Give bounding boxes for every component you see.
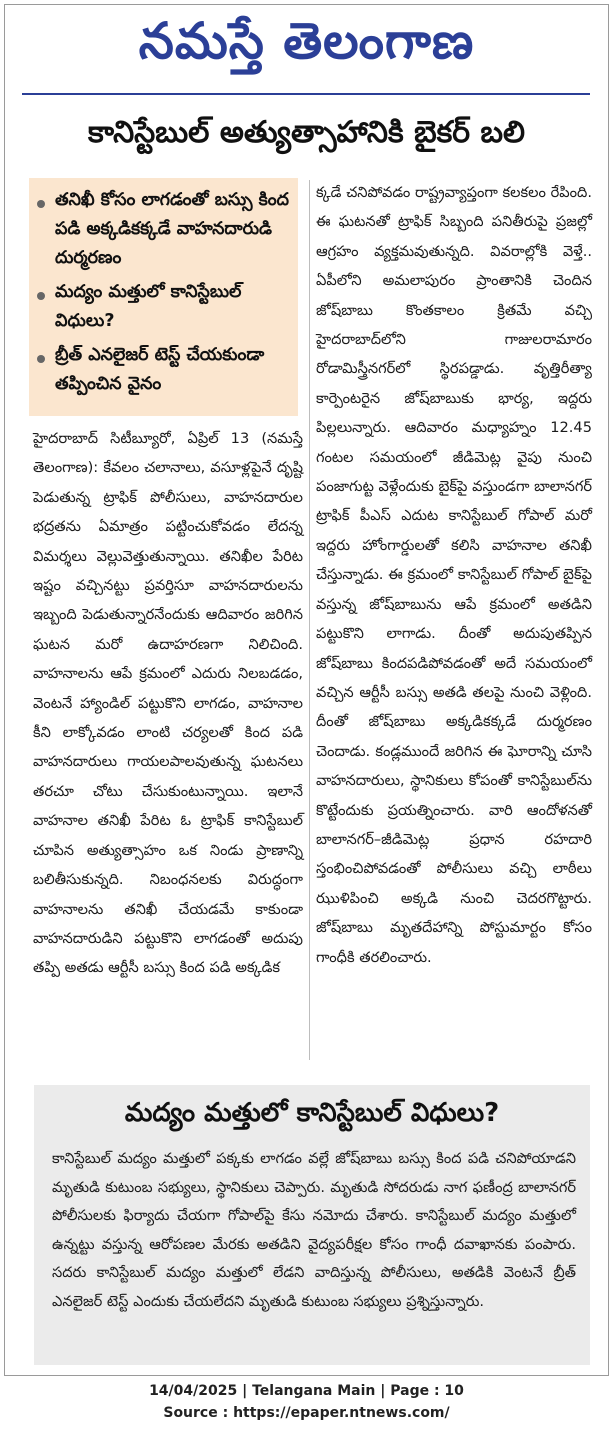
sidebar-box <box>34 1085 590 1365</box>
article-column-right <box>316 178 592 972</box>
masthead <box>0 4 613 90</box>
bullet-icon <box>37 200 45 208</box>
sidebar-body: కానిస్టేబుల్ మద్యం మత్తులో పక్కకు లాగడం వల్లే జోష్‌బాబు బస్సు కింద పడి చనిపోయాడని మృతుడి కుటుంబ సభ్యులు, స్థానికులు చెప్పారు. మృతుడి సోదరుడు నాగ ఫణీంద్ర బాలానగర్ పోలీసులకు ఫిర్యాదు చేయగా గోపాల్‌పై కేసు నమోదు చేశారు. కానిస్టేబుల్ మద్యం మత్తులో ఉన్నట్టు వస్తున్న ఆరోపణల మేరకు అతడిని వైద్యపరీక్షల కోసం గాంధీ దవాఖానకు పంపారు. సదరు కానిస్టేబుల్ మద్యం మత్తులో లేడని వాదిస్తున్న పోలీసులు, అతడికి వెంటనే బ్రీత్ ఎనలైజర్ టెస్ట్ ఎందుకు చేయలేదని మృతుడి కుటుంబ సభ్యులు ప్రశ్నిస్తున్నారు. <box>52 1150 576 1310</box>
article-body-right: క్కడే చనిపోవడం రాష్ట్రవ్యాప్తంగా కలకలం రేపింది. ఈ ఘటనతో ట్రాఫిక్ సిబ్బంది పనితీరుపై ప్రజల్లో ఆగ్రహం వ్యక్తమవుతున్నది. వివరాల్లోకి వెళ్తే.. ఏపీలోని అమలాపురం ప్రాంతానికి చెందిన జోష్‌బాబు కొంతకాలం క్రితమే వచ్చి హైదరాబాద్‌లోని గాజులరామారం రోడామిస్త్రీనగర్‌లో స్థిరపడ్డాడు. వృత్తిరీత్యా కార్పెంటరైన జోష్‌బాబుకు భార్య, ఇద్దరు పిల్లలున్నారు. ఆదివారం మధ్యాహ్నం 12.45 గంటల సమయంలో జీడిమెట్ల వైపు నుంచి పంజాగుట్ట వెళ్లేందుకు బైక్‌పై వస్తుండగా బాలానగర్ ట్రాఫిక్ పీఎస్ ఎదుట కానిస్టేబుల్ గోపాల్ మరో ఇద్దరు హోంగార్డులతో కలిసి వాహనాల తనిఖీ చేస్తున్నాడు. ఈ క్రమంలో కానిస్టేబుల్ గోపాల్ బైక్‌పై వస్తున్న జోష్‌బాబును ఆపే క్రమంలో అతడిని పట్టుకొని లాగాడు. దీంతో అదుపుతప్పిన జోష్‌బాబు కిందపడిపోవడంతో అదే సమయంలో వచ్చిన ఆర్టీసీ బస్సు అతడి తలపై నుంచి వెళ్లింది. దీంతో జోష్‌బాబు అక్కడికక్కడే దుర్మరణం చెందాడు. కండ్లముందే జరిగిన ఈ ఘోరాన్ని చూసి వాహనదారులు, స్థానికులు కోపంతో కానిస్టేబుల్‌ను కొట్టేందుకు ప్రయత్నించారు. వారి ఆందోళనతో బాలానగర్–జీడిమెట్ల ప్రధాన రహదారి స్తంభించిపోవడంతో పోలీసులు వచ్చి లాఠీలు ఝుళిపించి అక్కడి నుంచి చెదరగొట్టారు. జోష్‌బాబు మృతదేహాన్ని పోస్టుమార్టం కోసం గాంధీకి తరలించారు. <box>316 184 592 966</box>
bullet-icon <box>37 292 45 300</box>
sidebar-heading: మద్యం మత్తులో కానిస్టేబుల్ విధులు? <box>124 1098 500 1128</box>
subhead-text: బ్రీత్ ఎనలైజర్ టెస్ట్ చేయకుండా తప్పించిన వైనం <box>55 345 265 394</box>
footer-source: Source : https://epaper.ntnews.com/ <box>163 1405 450 1421</box>
column-divider <box>309 180 310 1060</box>
masthead-rule <box>22 93 590 95</box>
subhead-item <box>37 278 290 336</box>
subhead-item <box>37 186 290 273</box>
subhead-text: మద్యం మత్తులో కానిస్టేబుల్ విధులు? <box>55 282 242 331</box>
subhead-item <box>37 341 290 399</box>
subhead-box <box>29 178 298 416</box>
article-headline: కానిస్టేబుల్ అత్యుత్సాహానికి బైకర్ బలి <box>88 115 525 150</box>
bullet-icon <box>37 355 45 363</box>
masthead-title: నమస్తే తెలంగాణ <box>138 11 475 70</box>
article-body-left: హైదరాబాద్ సిటీబ్యూరో, ఏప్రిల్ 13 (నమస్తే తెలంగాణ): కేవలం చలానాలు, వసూళ్లపైనే దృష్టి పెడుతున్న ట్రాఫిక్ పోలీసులు, వాహనదారుల భద్రతను ఏమాత్రం పట్టించుకోవడం లేదన్న విమర్శలు వెల్లువెత్తుతున్నాయి. తనిఖీల పేరిట ఇష్టం వచ్చినట్టు ప్రవర్తిసూ వాహనదారులను ఇబ్బంది పెడుతున్నారనేందుకు ఆదివారం జరిగిన ఘటన మరో ఉదాహరణగా నిలిచింది. వాహనాలను ఆపే క్రమంలో ఎదురు నిలబడడం, వెంటనే హ్యాండిల్ పట్టుకొని లాగడం, వాహనాల కీని లాక్కోవడం లాంటి చర్యలతో కింద పడి వాహనదారులు గాయలపాలవుతున్న ఘటనలు తరచూ చోటు చేసుకుంటున్నాయి. ఇలానే వాహనాల తనిఖీ పేరిట ఓ ట్రాఫిక్ కానిస్టేబుల్ చూపిన అత్యుత్సాహం ఒక నిండు ప్రాణాన్ని బలితీసుకున్నది. నిబంధనలకు విరుద్ధంగా వాహనాలను తనిఖీ చేయడమే కాకుండా వాహనదారుడిని పట్టుకొని లాగడంతో అదుపు తప్పి అతడు ఆర్టీసీ బస్సు కింద పడి అక్కడిక <box>33 430 303 977</box>
article-column-left <box>33 424 303 983</box>
footer-edition: 14/04/2025 | Telangana Main | Page : 10 <box>149 1383 464 1399</box>
subhead-text: తనిఖీ కోసం లాగడంతో బస్సు కింద పడి అక్కడికక్కడే వాహనదారుడి దుర్మరణం <box>55 190 289 268</box>
